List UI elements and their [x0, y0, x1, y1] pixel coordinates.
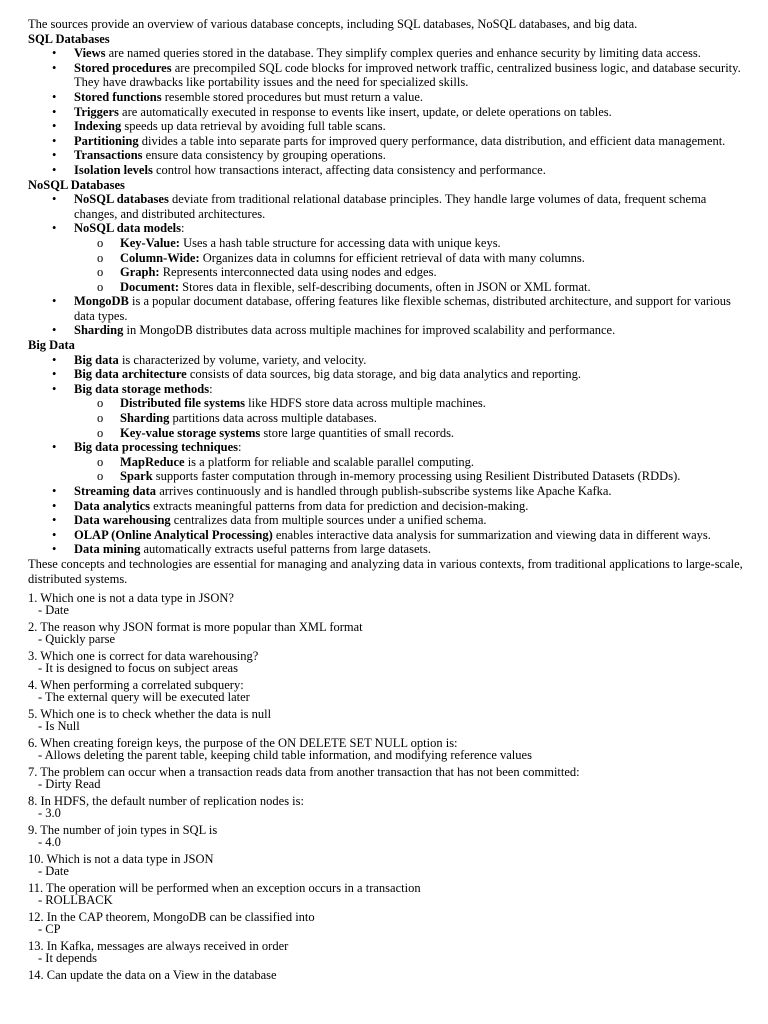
closing-paragraph: These concepts and technologies are essential for managing and analyzing data in various contexts, from traditional applications to large-scale, distributed systems. — [28, 556, 743, 586]
bullet-term: Transactions — [74, 148, 143, 163]
question-item — [28, 852, 746, 879]
bullet-term: Data mining — [74, 542, 141, 557]
bullet-text: : — [238, 440, 242, 455]
question-text: 8. In HDFS, the default number of replication nodes is: — [28, 794, 304, 809]
list-item — [74, 353, 746, 368]
question-text: 5. Which one is to check whether the data is null — [28, 707, 272, 722]
list-item — [74, 440, 746, 484]
list-item — [74, 221, 746, 294]
answer-text: - The external query will be executed later — [38, 690, 250, 705]
question-item — [28, 707, 746, 734]
sub-list-item — [120, 265, 746, 280]
answer-text: - Allows deleting the parent table, keeping child table information, and modifying reference values — [38, 748, 532, 763]
bullet-term: MongoDB — [74, 294, 129, 309]
sub-bullet-list — [74, 396, 746, 440]
answer-text: - Dirty Read — [38, 777, 101, 792]
bullet-term: Triggers — [74, 104, 119, 119]
section-heading: Big Data — [28, 338, 75, 353]
sub-bullet-text: store large quantities of small records. — [260, 425, 455, 440]
sub-list-item — [120, 251, 746, 266]
sub-bullet-list — [74, 236, 746, 294]
bullet-text: enables interactive data analysis for summarization and viewing data in different ways. — [272, 527, 711, 542]
answer-text: - Date — [38, 864, 69, 879]
sub-bullet-text: is a platform for reliable and scalable parallel computing. — [184, 454, 475, 469]
section-heading: NoSQL Databases — [28, 177, 125, 192]
question-text: 9. The number of join types in SQL is — [28, 823, 218, 838]
bullet-text: is characterized by volume, variety, and velocity. — [118, 352, 367, 367]
answer-text: - Is Null — [38, 719, 80, 734]
answer-text: - 3.0 — [38, 806, 61, 821]
sub-bullet-text: Organizes data in columns for efficient retrieval of data with many columns. — [199, 250, 585, 265]
sub-bullet-term: MapReduce — [120, 454, 185, 469]
question-item — [28, 765, 746, 792]
sub-bullet-list — [74, 455, 746, 484]
bullet-text: are automatically executed in response to events like insert, update, or delete operations on tables. — [118, 104, 612, 119]
bullet-term: Big data — [74, 352, 119, 367]
bullet-term: NoSQL data models — [74, 221, 181, 236]
bullet-text: resemble stored procedures but must return a value. — [161, 89, 424, 104]
bullet-term: Streaming data — [74, 484, 157, 498]
list-item — [74, 513, 746, 528]
bullet-term: Sharding — [74, 323, 124, 338]
sub-bullet-term: Sharding — [120, 411, 170, 426]
sub-bullet-text: supports faster computation through in-memory processing using Resilient Distributed Datasets (RDDs). — [152, 469, 681, 484]
question-item — [28, 939, 746, 966]
sub-bullet-text: Uses a hash table structure for accessing data with unique keys. — [179, 235, 501, 250]
sub-list-item — [120, 469, 746, 484]
bullet-term: Stored procedures — [74, 60, 172, 75]
question-item — [28, 678, 746, 705]
list-item — [74, 499, 746, 514]
bullet-term: Data warehousing — [74, 513, 171, 528]
question-text: 6. When creating foreign keys, the purpose of the ON DELETE SET NULL option is: — [28, 736, 458, 751]
sub-list-item — [120, 426, 746, 441]
bullet-term: Stored functions — [74, 89, 162, 104]
bullet-term: Views — [74, 46, 106, 61]
bullet-text: extracts meaningful patterns from data for prediction and decision-making. — [150, 498, 529, 513]
sections-container — [28, 32, 746, 557]
list-item — [74, 323, 746, 338]
question-item — [28, 794, 746, 821]
list-item — [74, 163, 746, 178]
list-item — [74, 294, 746, 323]
bullet-text: are named queries stored in the database. They simplify complex queries and enhance security by limiting data access. — [105, 46, 701, 61]
bullet-text: deviate from traditional relational database principles. They handle large volumes of data, frequent schema changes, and distributed architectures. — [74, 192, 707, 221]
list-item — [74, 148, 746, 163]
list-item — [74, 61, 746, 90]
question-text: 2. The reason why JSON format is more popular than XML format — [28, 620, 363, 635]
bullet-text: in MongoDB distributes data across multiple machines for improved scalability and performance. — [123, 323, 616, 338]
list-item — [74, 484, 746, 499]
sub-bullet-term: Document: — [120, 279, 180, 294]
question-text: 4. When performing a correlated subquery: — [28, 678, 244, 693]
bullet-term: Big data architecture — [74, 367, 187, 382]
bullet-term: OLAP (Online Analytical Processing) — [74, 527, 273, 542]
sub-bullet-text: Represents interconnected data using nodes and edges. — [159, 265, 437, 280]
bullet-text: arrives continuously and is handled through publish-subscribe systems like Apache Kafka. — [156, 484, 612, 498]
bullet-text: is a popular document database, offering features like flexible schemas, distributed architecture, and support for various data types. — [74, 294, 731, 323]
question-text: 3. Which one is correct for data warehousing? — [28, 649, 259, 664]
question-text: 10. Which is not a data type in JSON — [28, 852, 214, 867]
sub-bullet-text: Stores data in flexible, self-describing documents, often in JSON or XML format. — [179, 279, 591, 294]
answer-text: - Date — [38, 603, 69, 618]
answer-text: - It is designed to focus on subject areas — [38, 661, 238, 676]
sub-bullet-term: Graph: — [120, 265, 160, 280]
section-heading: SQL Databases — [28, 31, 110, 46]
questions-list — [28, 592, 746, 982]
list-item — [74, 382, 746, 440]
list-item — [74, 134, 746, 149]
answer-text: - ROLLBACK — [38, 893, 113, 908]
sub-bullet-term: Column-Wide: — [120, 250, 200, 265]
question-item — [28, 910, 746, 937]
bullet-term: Data analytics — [74, 498, 151, 513]
bullet-term: Big data processing techniques — [74, 440, 239, 455]
question-text: 1. Which one is not a data type in JSON? — [28, 591, 234, 606]
answer-text: - It depends — [38, 951, 98, 966]
sub-list-item — [120, 236, 746, 251]
question-text: 14. Can update the data on a View in the database — [28, 968, 277, 983]
bullet-text: are precompiled SQL code blocks for improved network traffic, centralized business logic, and database security. They have drawbacks like portability issues and the need for specialized skills. — [74, 60, 741, 90]
sub-bullet-term: Key-Value: — [120, 235, 180, 250]
sub-bullet-term: Distributed file systems — [120, 396, 245, 411]
sub-list-item — [120, 411, 746, 426]
list-item — [74, 119, 746, 134]
bullet-term: Big data storage methods — [74, 381, 210, 396]
bullet-term: Isolation levels — [74, 162, 153, 177]
list-item — [74, 367, 746, 382]
answer-text: - 4.0 — [38, 835, 61, 850]
list-item — [74, 542, 746, 557]
list-item — [74, 105, 746, 120]
question-item — [28, 620, 746, 647]
question-item — [28, 649, 746, 676]
bullet-list — [28, 192, 746, 338]
bullet-list — [28, 46, 746, 177]
intro-paragraph: The sources provide an overview of various database concepts, including SQL databases, NoSQL databases, and big data. — [28, 17, 638, 31]
bullet-text: : — [209, 381, 213, 396]
list-item — [74, 46, 746, 61]
sub-bullet-text: partitions data across multiple databases. — [169, 411, 377, 426]
bullet-text: centralizes data from multiple sources under a unified schema. — [170, 513, 487, 528]
bullet-text: consists of data sources, big data storage, and big data analytics and reporting. — [186, 367, 582, 382]
list-item — [74, 528, 746, 543]
bullet-term: Partitioning — [74, 133, 139, 148]
bullet-term: NoSQL databases — [74, 192, 169, 207]
bullet-text: automatically extracts useful patterns from large datasets. — [140, 542, 431, 557]
bullet-list — [28, 353, 746, 557]
bullet-text: control how transactions interact, affecting data consistency and performance. — [152, 162, 546, 177]
question-item — [28, 736, 746, 763]
bullet-term: Indexing — [74, 119, 122, 134]
answer-text: - Quickly parse — [38, 632, 116, 647]
sub-list-item — [120, 396, 746, 411]
sub-bullet-term: Spark — [120, 469, 153, 484]
question-item — [28, 823, 746, 850]
bullet-text: : — [180, 221, 185, 236]
bullet-text: divides a table into separate parts for improved query performance, data distribution, and efficient data management. — [138, 133, 726, 148]
question-text: 7. The problem can occur when a transaction reads data from another transaction that has not been committed: — [28, 765, 580, 780]
sub-list-item — [120, 455, 746, 470]
sub-list-item — [120, 280, 746, 295]
list-item — [74, 90, 746, 105]
sub-bullet-text: like HDFS store data across multiple machines. — [245, 396, 486, 411]
bullet-text: ensure data consistency by grouping operations. — [142, 148, 386, 163]
bullet-text: speeds up data retrieval by avoiding full table scans. — [121, 119, 386, 134]
answer-text: - CP — [38, 922, 61, 937]
question-text: 12. In the CAP theorem, MongoDB can be classified into — [28, 910, 315, 925]
question-text: 13. In Kafka, messages are always received in order — [28, 939, 289, 954]
question-item — [28, 969, 746, 982]
list-item — [74, 192, 746, 221]
sub-bullet-term: Key-value storage systems — [120, 425, 261, 440]
question-item — [28, 881, 746, 908]
question-text: 11. The operation will be performed when an exception occurs in a transaction — [28, 881, 421, 896]
question-item — [28, 591, 746, 618]
